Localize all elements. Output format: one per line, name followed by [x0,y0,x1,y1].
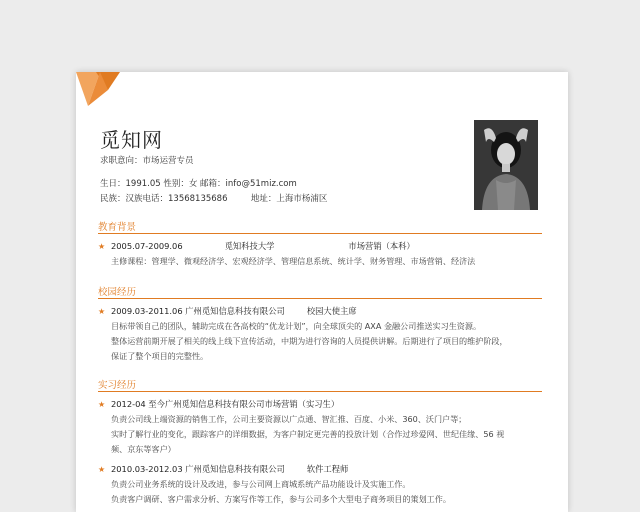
star-icon: ★ [98,400,106,409]
internship-desc-line: 负责客户调研、客户需求分析、方案写作等工作，参与公司多个大型电子商务项目的策划工作。 [111,494,451,504]
address: 地址：上海市杨浦区 [250,194,328,204]
star-icon: ★ [98,307,106,316]
applicant-name: 觅知网 [100,128,163,152]
education-courses: 主修课程：管理学、微观经济学、宏观经济学、管理信息系统、统计学、财务管理、市场营销、经济法 [111,256,476,266]
internship-divider [98,391,542,392]
education-date: 2005.07-2009.06 [111,241,183,251]
resume-page [76,72,568,512]
internship-desc-line: 负责公司线上端资源的销售工作，公司主要资源以广点通、智汇推、百度、小米、360、沃门户等； [111,414,467,424]
internship-section-title: 实习经历 [98,380,137,391]
campus-desc-line: 保证了整个项目的完整性。 [111,351,209,361]
campus-desc-line: 整体运营前期开展了相关的线上线下宣传活动，中期为进行咨询的人员提供讲解。后期进行了项目的维护阶段， [111,336,508,346]
star-icon: ★ [98,242,106,251]
internship-item1: 2012-04 至今广州觅知信息科技有限公司市场营销（实习生） [111,399,340,409]
job-intent: 求职意向：市场运营专员 [100,156,194,166]
internship-desc-line: 频、京东等客户） [111,444,176,454]
internship-item2-date-org: 2010.03-2012.03 广州觅知信息科技有限公司 [111,464,285,474]
internship-item [98,398,339,410]
profile-photo [474,120,538,210]
internship-item2-role: 软件工程师 [306,464,349,474]
internship-desc-line: 实时了解行业的变化，跟踪客户的详细数据，为客户制定更完善的投放计划（合作过珍爱网、世纪佳缘、56 视 [111,429,505,439]
campus-date-org: 2009.03-2011.06 广州觅知信息科技有限公司 [111,306,285,316]
corner-triangle-decoration [76,72,126,108]
internship-item [98,463,348,475]
campus-section-title: 校园经历 [98,287,137,298]
education-major: 市场营销（本科） [348,241,415,251]
personal-info-line: 生日：1991.05 性别：女 邮箱：info@51miz.com [100,179,297,189]
campus-role: 校园大使主席 [306,306,357,316]
contact-line [100,192,327,204]
education-section-title: 教育背景 [98,222,137,233]
internship-desc-line: 负责公司业务系统的设计及改进，参与公司网上商城系统产品功能设计及实施工作。 [111,479,411,489]
campus-desc-line: 目标带领自己的团队，辅助完成在各高校的“优龙计划”，向全球顶尖的 AXA 金融公司推送实习生资源。 [111,321,482,331]
star-icon: ★ [98,465,106,474]
ethnicity-phone: 民族：汉族电话：13568135686 [100,194,228,204]
education-school: 觅知科技大学 [224,241,275,251]
education-item [98,240,415,252]
campus-divider [98,298,542,299]
campus-item [98,305,357,317]
education-divider [98,233,542,234]
